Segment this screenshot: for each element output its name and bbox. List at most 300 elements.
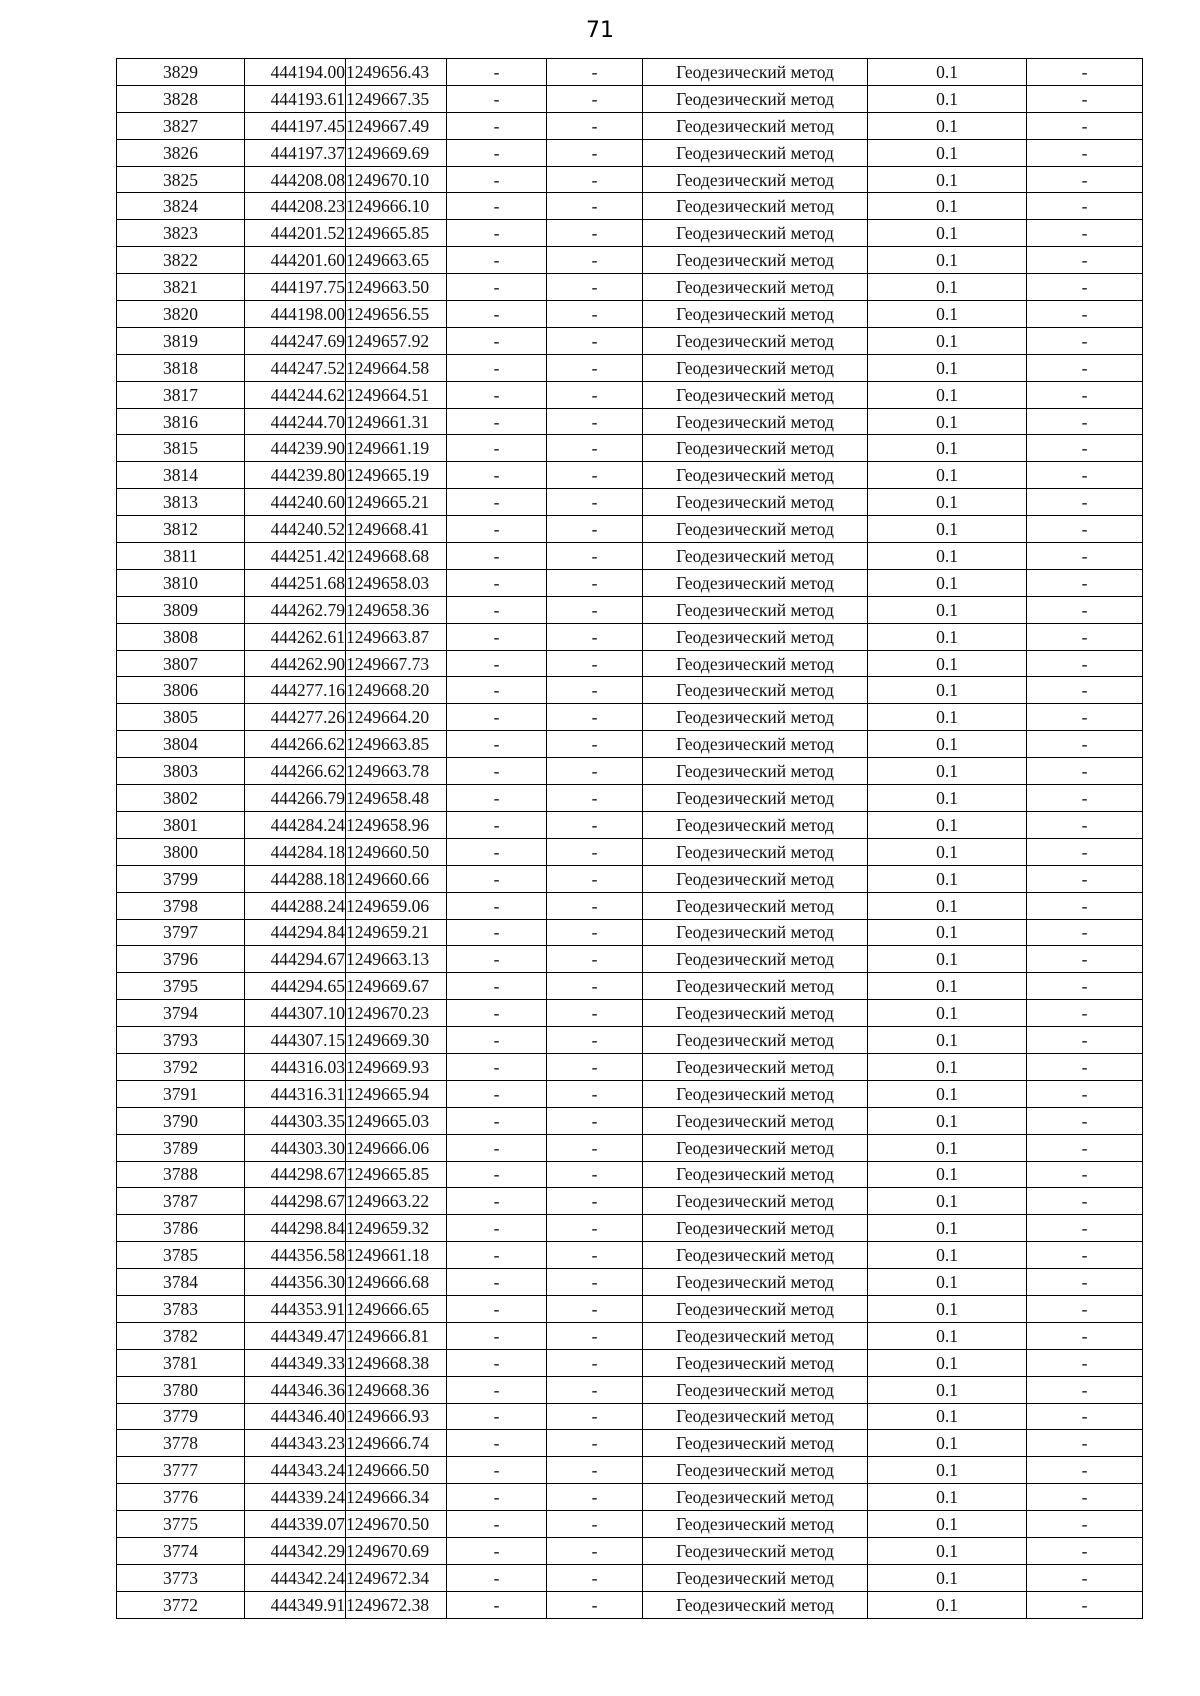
- point-number-cell: 3774: [117, 1537, 245, 1564]
- precision-cell: 0.1: [868, 1269, 1027, 1296]
- dash-cell: -: [1027, 596, 1143, 623]
- y-coordinate-cell: 1249666.81: [346, 1322, 447, 1349]
- table-row: [117, 193, 1143, 220]
- dash-cell: -: [547, 112, 643, 139]
- x-coordinate-cell: 444197.75: [245, 274, 346, 301]
- point-number-cell: 3809: [117, 596, 245, 623]
- dash-cell: -: [547, 166, 643, 193]
- point-number-cell: 3801: [117, 811, 245, 838]
- table-row: [117, 1000, 1143, 1027]
- precision-cell: 0.1: [868, 1215, 1027, 1242]
- dash-cell: -: [447, 650, 547, 677]
- table-row: [117, 1053, 1143, 1080]
- dash-cell: -: [547, 1188, 643, 1215]
- dash-cell: -: [1027, 543, 1143, 570]
- y-coordinate-cell: 1249670.23: [346, 1000, 447, 1027]
- method-cell: Геодезический метод: [643, 838, 868, 865]
- dash-cell: -: [547, 274, 643, 301]
- y-coordinate-cell: 1249656.55: [346, 301, 447, 328]
- precision-cell: 0.1: [868, 919, 1027, 946]
- table-row: [117, 677, 1143, 704]
- precision-cell: 0.1: [868, 973, 1027, 1000]
- x-coordinate-cell: 444194.00: [245, 59, 346, 86]
- point-number-cell: 3817: [117, 381, 245, 408]
- method-cell: Геодезический метод: [643, 973, 868, 1000]
- point-number-cell: 3826: [117, 139, 245, 166]
- dash-cell: -: [1027, 650, 1143, 677]
- point-number-cell: 3810: [117, 569, 245, 596]
- x-coordinate-cell: 444342.29: [245, 1537, 346, 1564]
- dash-cell: -: [1027, 1457, 1143, 1484]
- dash-cell: -: [547, 327, 643, 354]
- table-row: [117, 112, 1143, 139]
- dash-cell: -: [547, 596, 643, 623]
- dash-cell: -: [547, 85, 643, 112]
- point-number-cell: 3787: [117, 1188, 245, 1215]
- point-number-cell: 3784: [117, 1269, 245, 1296]
- dash-cell: -: [1027, 112, 1143, 139]
- point-number-cell: 3795: [117, 973, 245, 1000]
- table-row: [117, 516, 1143, 543]
- precision-cell: 0.1: [868, 381, 1027, 408]
- y-coordinate-cell: 1249664.51: [346, 381, 447, 408]
- x-coordinate-cell: 444240.52: [245, 516, 346, 543]
- y-coordinate-cell: 1249665.19: [346, 462, 447, 489]
- method-cell: Геодезический метод: [643, 731, 868, 758]
- x-coordinate-cell: 444198.00: [245, 301, 346, 328]
- x-coordinate-cell: 444343.23: [245, 1430, 346, 1457]
- x-coordinate-cell: 444201.52: [245, 220, 346, 247]
- dash-cell: -: [547, 758, 643, 785]
- y-coordinate-cell: 1249668.20: [346, 677, 447, 704]
- method-cell: Геодезический метод: [643, 569, 868, 596]
- precision-cell: 0.1: [868, 59, 1027, 86]
- y-coordinate-cell: 1249670.69: [346, 1537, 447, 1564]
- x-coordinate-cell: 444303.30: [245, 1134, 346, 1161]
- x-coordinate-cell: 444266.62: [245, 758, 346, 785]
- table-row: [117, 1295, 1143, 1322]
- y-coordinate-cell: 1249666.65: [346, 1295, 447, 1322]
- precision-cell: 0.1: [868, 327, 1027, 354]
- dash-cell: -: [447, 489, 547, 516]
- dash-cell: -: [547, 247, 643, 274]
- table-row: [117, 1430, 1143, 1457]
- point-number-cell: 3816: [117, 408, 245, 435]
- table-row: [117, 650, 1143, 677]
- x-coordinate-cell: 444307.10: [245, 1000, 346, 1027]
- table-row: [117, 274, 1143, 301]
- dash-cell: -: [547, 1027, 643, 1054]
- method-cell: Геодезический метод: [643, 435, 868, 462]
- precision-cell: 0.1: [868, 569, 1027, 596]
- point-number-cell: 3792: [117, 1053, 245, 1080]
- table-row: [117, 1242, 1143, 1269]
- dash-cell: -: [1027, 1000, 1143, 1027]
- dash-cell: -: [547, 354, 643, 381]
- dash-cell: -: [1027, 516, 1143, 543]
- precision-cell: 0.1: [868, 1511, 1027, 1538]
- point-number-cell: 3786: [117, 1215, 245, 1242]
- method-cell: Геодезический метод: [643, 1053, 868, 1080]
- table-row: [117, 220, 1143, 247]
- precision-cell: 0.1: [868, 166, 1027, 193]
- method-cell: Геодезический метод: [643, 811, 868, 838]
- x-coordinate-cell: 444239.90: [245, 435, 346, 462]
- method-cell: Геодезический метод: [643, 1000, 868, 1027]
- dash-cell: -: [447, 731, 547, 758]
- y-coordinate-cell: 1249668.41: [346, 516, 447, 543]
- point-number-cell: 3822: [117, 247, 245, 274]
- dash-cell: -: [547, 731, 643, 758]
- dash-cell: -: [447, 1053, 547, 1080]
- table-row: [117, 327, 1143, 354]
- x-coordinate-cell: 444251.68: [245, 569, 346, 596]
- table-row: [117, 1269, 1143, 1296]
- x-coordinate-cell: 444339.07: [245, 1511, 346, 1538]
- point-number-cell: 3782: [117, 1322, 245, 1349]
- point-number-cell: 3821: [117, 274, 245, 301]
- method-cell: Геодезический метод: [643, 220, 868, 247]
- x-coordinate-cell: 444201.60: [245, 247, 346, 274]
- table-row: [117, 1511, 1143, 1538]
- dash-cell: -: [1027, 758, 1143, 785]
- point-number-cell: 3773: [117, 1564, 245, 1591]
- precision-cell: 0.1: [868, 1457, 1027, 1484]
- dash-cell: -: [447, 865, 547, 892]
- x-coordinate-cell: 444346.36: [245, 1376, 346, 1403]
- y-coordinate-cell: 1249668.68: [346, 543, 447, 570]
- precision-cell: 0.1: [868, 1295, 1027, 1322]
- method-cell: Геодезический метод: [643, 785, 868, 812]
- precision-cell: 0.1: [868, 865, 1027, 892]
- x-coordinate-cell: 444197.45: [245, 112, 346, 139]
- dash-cell: -: [1027, 865, 1143, 892]
- dash-cell: -: [447, 327, 547, 354]
- y-coordinate-cell: 1249659.06: [346, 892, 447, 919]
- dash-cell: -: [1027, 704, 1143, 731]
- y-coordinate-cell: 1249665.85: [346, 220, 447, 247]
- x-coordinate-cell: 444262.90: [245, 650, 346, 677]
- dash-cell: -: [1027, 139, 1143, 166]
- dash-cell: -: [1027, 1349, 1143, 1376]
- dash-cell: -: [1027, 301, 1143, 328]
- table-row: [117, 462, 1143, 489]
- dash-cell: -: [547, 811, 643, 838]
- x-coordinate-cell: 444288.18: [245, 865, 346, 892]
- x-coordinate-cell: 444247.52: [245, 354, 346, 381]
- table-row: [117, 731, 1143, 758]
- y-coordinate-cell: 1249666.74: [346, 1430, 447, 1457]
- point-number-cell: 3812: [117, 516, 245, 543]
- dash-cell: -: [547, 1107, 643, 1134]
- dash-cell: -: [1027, 919, 1143, 946]
- y-coordinate-cell: 1249669.67: [346, 973, 447, 1000]
- method-cell: Геодезический метод: [643, 381, 868, 408]
- table-row: [117, 543, 1143, 570]
- dash-cell: -: [447, 85, 547, 112]
- point-number-cell: 3829: [117, 59, 245, 86]
- method-cell: Геодезический метод: [643, 1107, 868, 1134]
- precision-cell: 0.1: [868, 1591, 1027, 1618]
- precision-cell: 0.1: [868, 731, 1027, 758]
- dash-cell: -: [447, 1188, 547, 1215]
- table-row: [117, 1322, 1143, 1349]
- dash-cell: -: [447, 569, 547, 596]
- method-cell: Геодезический метод: [643, 946, 868, 973]
- method-cell: Геодезический метод: [643, 139, 868, 166]
- dash-cell: -: [447, 919, 547, 946]
- table-row: [117, 623, 1143, 650]
- x-coordinate-cell: 444193.61: [245, 85, 346, 112]
- dash-cell: -: [1027, 1430, 1143, 1457]
- point-number-cell: 3796: [117, 946, 245, 973]
- x-coordinate-cell: 444339.24: [245, 1484, 346, 1511]
- point-number-cell: 3778: [117, 1430, 245, 1457]
- dash-cell: -: [547, 1591, 643, 1618]
- point-number-cell: 3790: [117, 1107, 245, 1134]
- y-coordinate-cell: 1249663.22: [346, 1188, 447, 1215]
- point-number-cell: 3802: [117, 785, 245, 812]
- y-coordinate-cell: 1249669.30: [346, 1027, 447, 1054]
- dash-cell: -: [447, 704, 547, 731]
- dash-cell: -: [547, 946, 643, 973]
- precision-cell: 0.1: [868, 1403, 1027, 1430]
- dash-cell: -: [447, 596, 547, 623]
- dash-cell: -: [1027, 1511, 1143, 1538]
- x-coordinate-cell: 444262.61: [245, 623, 346, 650]
- dash-cell: -: [447, 1295, 547, 1322]
- method-cell: Геодезический метод: [643, 354, 868, 381]
- point-number-cell: 3813: [117, 489, 245, 516]
- x-coordinate-cell: 444208.23: [245, 193, 346, 220]
- dash-cell: -: [447, 408, 547, 435]
- x-coordinate-cell: 444298.67: [245, 1188, 346, 1215]
- method-cell: Геодезический метод: [643, 1215, 868, 1242]
- x-coordinate-cell: 444298.84: [245, 1215, 346, 1242]
- precision-cell: 0.1: [868, 1349, 1027, 1376]
- dash-cell: -: [547, 650, 643, 677]
- dash-cell: -: [547, 865, 643, 892]
- y-coordinate-cell: 1249657.92: [346, 327, 447, 354]
- precision-cell: 0.1: [868, 408, 1027, 435]
- method-cell: Геодезический метод: [643, 85, 868, 112]
- dash-cell: -: [1027, 811, 1143, 838]
- precision-cell: 0.1: [868, 139, 1027, 166]
- precision-cell: 0.1: [868, 1376, 1027, 1403]
- dash-cell: -: [1027, 1564, 1143, 1591]
- y-coordinate-cell: 1249663.65: [346, 247, 447, 274]
- precision-cell: 0.1: [868, 838, 1027, 865]
- y-coordinate-cell: 1249666.50: [346, 1457, 447, 1484]
- dash-cell: -: [547, 1484, 643, 1511]
- dash-cell: -: [447, 516, 547, 543]
- coordinates-table: [116, 58, 1143, 1619]
- precision-cell: 0.1: [868, 758, 1027, 785]
- table-row: [117, 381, 1143, 408]
- dash-cell: -: [1027, 1107, 1143, 1134]
- method-cell: Геодезический метод: [643, 1430, 868, 1457]
- table-row: [117, 838, 1143, 865]
- method-cell: Геодезический метод: [643, 489, 868, 516]
- x-coordinate-cell: 444284.18: [245, 838, 346, 865]
- y-coordinate-cell: 1249667.73: [346, 650, 447, 677]
- y-coordinate-cell: 1249663.50: [346, 274, 447, 301]
- dash-cell: -: [447, 166, 547, 193]
- dash-cell: -: [1027, 1215, 1143, 1242]
- precision-cell: 0.1: [868, 1000, 1027, 1027]
- point-number-cell: 3776: [117, 1484, 245, 1511]
- method-cell: Геодезический метод: [643, 704, 868, 731]
- y-coordinate-cell: 1249666.34: [346, 1484, 447, 1511]
- point-number-cell: 3788: [117, 1161, 245, 1188]
- dash-cell: -: [1027, 381, 1143, 408]
- y-coordinate-cell: 1249658.36: [346, 596, 447, 623]
- table-row: [117, 1215, 1143, 1242]
- method-cell: Геодезический метод: [643, 919, 868, 946]
- y-coordinate-cell: 1249668.38: [346, 1349, 447, 1376]
- y-coordinate-cell: 1249656.43: [346, 59, 447, 86]
- precision-cell: 0.1: [868, 1188, 1027, 1215]
- table-row: [117, 1027, 1143, 1054]
- method-cell: Геодезический метод: [643, 1295, 868, 1322]
- table-row: [117, 1591, 1143, 1618]
- dash-cell: -: [447, 946, 547, 973]
- precision-cell: 0.1: [868, 301, 1027, 328]
- method-cell: Геодезический метод: [643, 462, 868, 489]
- dash-cell: -: [547, 892, 643, 919]
- precision-cell: 0.1: [868, 220, 1027, 247]
- y-coordinate-cell: 1249665.21: [346, 489, 447, 516]
- method-cell: Геодезический метод: [643, 1080, 868, 1107]
- dash-cell: -: [447, 1242, 547, 1269]
- dash-cell: -: [447, 1484, 547, 1511]
- table-row: [117, 1134, 1143, 1161]
- table-row: [117, 1349, 1143, 1376]
- point-number-cell: 3805: [117, 704, 245, 731]
- x-coordinate-cell: 444316.31: [245, 1080, 346, 1107]
- method-cell: Геодезический метод: [643, 1376, 868, 1403]
- dash-cell: -: [1027, 220, 1143, 247]
- y-coordinate-cell: 1249669.69: [346, 139, 447, 166]
- dash-cell: -: [447, 1564, 547, 1591]
- dash-cell: -: [547, 677, 643, 704]
- table-row: [117, 489, 1143, 516]
- x-coordinate-cell: 444239.80: [245, 462, 346, 489]
- dash-cell: -: [447, 220, 547, 247]
- x-coordinate-cell: 444349.47: [245, 1322, 346, 1349]
- point-number-cell: 3798: [117, 892, 245, 919]
- dash-cell: -: [447, 1430, 547, 1457]
- x-coordinate-cell: 444266.62: [245, 731, 346, 758]
- dash-cell: -: [547, 408, 643, 435]
- x-coordinate-cell: 444346.40: [245, 1403, 346, 1430]
- point-number-cell: 3793: [117, 1027, 245, 1054]
- table-row: [117, 408, 1143, 435]
- y-coordinate-cell: 1249658.96: [346, 811, 447, 838]
- method-cell: Геодезический метод: [643, 1457, 868, 1484]
- x-coordinate-cell: 444316.03: [245, 1053, 346, 1080]
- y-coordinate-cell: 1249661.18: [346, 1242, 447, 1269]
- x-coordinate-cell: 444244.62: [245, 381, 346, 408]
- point-number-cell: 3775: [117, 1511, 245, 1538]
- y-coordinate-cell: 1249672.38: [346, 1591, 447, 1618]
- precision-cell: 0.1: [868, 274, 1027, 301]
- dash-cell: -: [1027, 1537, 1143, 1564]
- method-cell: Геодезический метод: [643, 1484, 868, 1511]
- precision-cell: 0.1: [868, 650, 1027, 677]
- dash-cell: -: [1027, 193, 1143, 220]
- dash-cell: -: [1027, 85, 1143, 112]
- point-number-cell: 3827: [117, 112, 245, 139]
- dash-cell: -: [1027, 408, 1143, 435]
- method-cell: Геодезический метод: [643, 758, 868, 785]
- dash-cell: -: [1027, 435, 1143, 462]
- point-number-cell: 3799: [117, 865, 245, 892]
- precision-cell: 0.1: [868, 1107, 1027, 1134]
- table-row: [117, 85, 1143, 112]
- table-row: [117, 569, 1143, 596]
- table-row: [117, 946, 1143, 973]
- dash-cell: -: [547, 435, 643, 462]
- dash-cell: -: [547, 1000, 643, 1027]
- method-cell: Геодезический метод: [643, 112, 868, 139]
- method-cell: Геодезический метод: [643, 650, 868, 677]
- dash-cell: -: [447, 139, 547, 166]
- dash-cell: -: [1027, 247, 1143, 274]
- dash-cell: -: [447, 1161, 547, 1188]
- method-cell: Геодезический метод: [643, 301, 868, 328]
- table-row: [117, 1107, 1143, 1134]
- dash-cell: -: [447, 1322, 547, 1349]
- precision-cell: 0.1: [868, 112, 1027, 139]
- method-cell: Геодезический метод: [643, 1027, 868, 1054]
- dash-cell: -: [1027, 1161, 1143, 1188]
- table-row: [117, 1403, 1143, 1430]
- point-number-cell: 3823: [117, 220, 245, 247]
- dash-cell: -: [1027, 1269, 1143, 1296]
- dash-cell: -: [447, 112, 547, 139]
- dash-cell: -: [1027, 973, 1143, 1000]
- method-cell: Геодезический метод: [643, 274, 868, 301]
- dash-cell: -: [547, 1053, 643, 1080]
- dash-cell: -: [447, 973, 547, 1000]
- method-cell: Геодезический метод: [643, 1188, 868, 1215]
- table-row: [117, 758, 1143, 785]
- dash-cell: -: [447, 677, 547, 704]
- dash-cell: -: [447, 1134, 547, 1161]
- precision-cell: 0.1: [868, 596, 1027, 623]
- table-row: [117, 1564, 1143, 1591]
- dash-cell: -: [547, 1269, 643, 1296]
- precision-cell: 0.1: [868, 946, 1027, 973]
- point-number-cell: 3781: [117, 1349, 245, 1376]
- dash-cell: -: [447, 1027, 547, 1054]
- method-cell: Геодезический метод: [643, 1322, 868, 1349]
- method-cell: Геодезический метод: [643, 1537, 868, 1564]
- dash-cell: -: [447, 301, 547, 328]
- y-coordinate-cell: 1249664.20: [346, 704, 447, 731]
- y-coordinate-cell: 1249670.50: [346, 1511, 447, 1538]
- dash-cell: -: [1027, 892, 1143, 919]
- table-row: [117, 301, 1143, 328]
- table-row: [117, 919, 1143, 946]
- x-coordinate-cell: 444197.37: [245, 139, 346, 166]
- y-coordinate-cell: 1249663.13: [346, 946, 447, 973]
- dash-cell: -: [547, 220, 643, 247]
- y-coordinate-cell: 1249665.94: [346, 1080, 447, 1107]
- method-cell: Геодезический метод: [643, 193, 868, 220]
- dash-cell: -: [447, 785, 547, 812]
